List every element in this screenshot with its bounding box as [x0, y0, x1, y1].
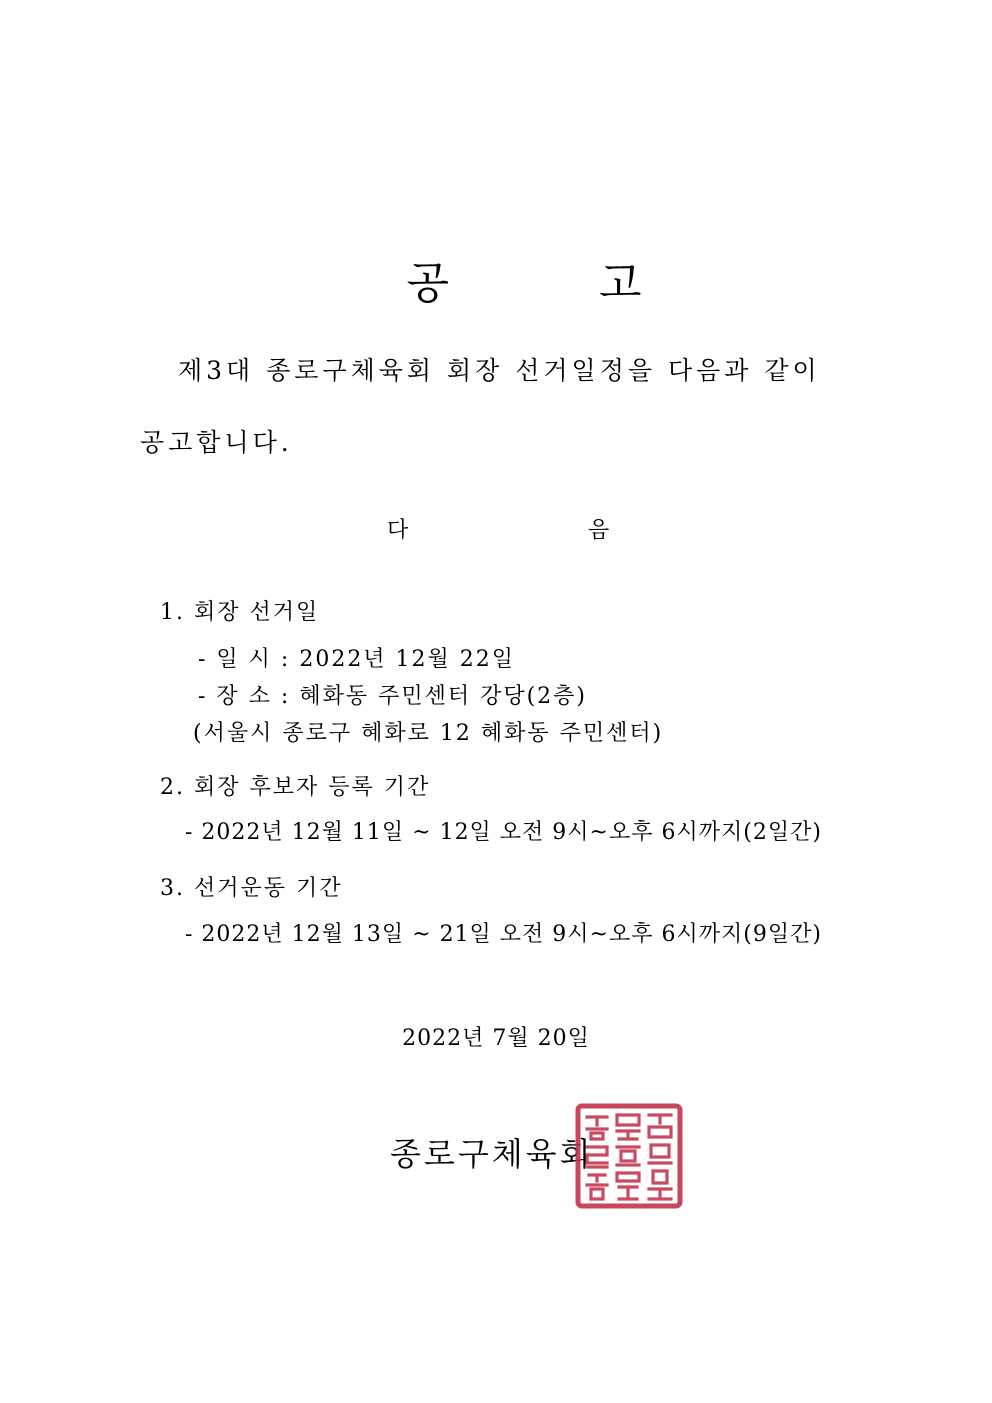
organization-name: 종로구체육회 [390, 1135, 594, 1173]
intro-line-1: 제3대 종로구체육회 회장 선거일정을 다음과 같이 [178, 356, 821, 385]
notice-date: 2022년 7월 20일 [402, 1026, 590, 1051]
section-3-line-1: - 2022년 12월 13일 ~ 21일 오전 9시~오후 6시까지(9일간) [185, 922, 822, 947]
section-3-heading: 3. 선거운동 기간 [160, 876, 343, 901]
intro-line-2: 공고합니다. [140, 428, 293, 457]
official-seal [575, 1103, 683, 1209]
heading-right: 음 [588, 518, 610, 543]
section-2-heading: 2. 회장 후보자 등록 기간 [160, 775, 431, 800]
notice-title [0, 218, 992, 350]
section-2-line-1: - 2022년 12월 11일 ~ 12일 오전 9시~오후 6시까지(2일간) [185, 820, 822, 845]
section-1-heading: 1. 회장 선거일 [160, 600, 320, 625]
section-1-line-2: - 장 소 : 혜화동 주민센터 강당(2층) [198, 684, 587, 709]
title-char-2: 고 [598, 258, 642, 309]
heading-left: 다 [387, 518, 409, 543]
title-char-1: 공 [406, 258, 449, 309]
section-1-line-1: - 일 시 : 2022년 12월 22일 [198, 647, 516, 672]
section-1-line-3: (서울시 종로구 혜화로 12 혜화동 주민센터) [193, 721, 664, 746]
